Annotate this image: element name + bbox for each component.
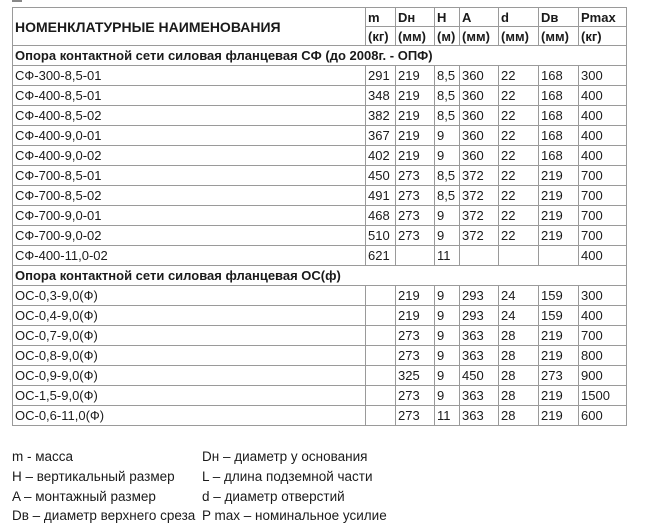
cell-a: 372 bbox=[460, 206, 499, 226]
cell-m bbox=[366, 326, 396, 346]
cell-pmax: 700 bbox=[579, 206, 627, 226]
cell-a: 293 bbox=[460, 306, 499, 326]
cell-a: 360 bbox=[460, 146, 499, 166]
cell-pmax: 1500 bbox=[579, 386, 627, 406]
cell-name: ОС-0,7-9,0(Ф) bbox=[13, 326, 366, 346]
cell-name: ОС-0,3-9,0(Ф) bbox=[13, 286, 366, 306]
legend-left: m - масса bbox=[12, 449, 74, 464]
cell-m: 382 bbox=[366, 106, 396, 126]
cell-h: 9 bbox=[435, 346, 460, 366]
legend-line bbox=[12, 449, 368, 464]
legend-right: L – длина подземной части bbox=[202, 469, 373, 484]
cell-name: СФ-700-9,0-01 bbox=[13, 206, 366, 226]
section-title: Опора контактной сети силовая фланцевая СФ (до 2008г. - ОПФ) bbox=[13, 46, 627, 66]
cell-m: 348 bbox=[366, 86, 396, 106]
cell-a: 360 bbox=[460, 126, 499, 146]
table-row bbox=[13, 126, 627, 146]
table-row bbox=[13, 306, 627, 326]
cell-dn: 273 bbox=[396, 346, 435, 366]
cell-d: 28 bbox=[499, 326, 539, 346]
cell-pmax: 300 bbox=[579, 66, 627, 86]
cell-h: 9 bbox=[435, 306, 460, 326]
cell-m: 450 bbox=[366, 166, 396, 186]
cell-dv: 168 bbox=[539, 146, 579, 166]
cell-m bbox=[366, 406, 396, 426]
cell-dn: 325 bbox=[396, 366, 435, 386]
header-col-pmax: Pmax bbox=[579, 8, 627, 27]
cell-m: 402 bbox=[366, 146, 396, 166]
table-row bbox=[13, 166, 627, 186]
table-row bbox=[13, 246, 627, 266]
cell-d: 22 bbox=[499, 186, 539, 206]
cell-dn: 219 bbox=[396, 106, 435, 126]
header-col-m: m bbox=[366, 8, 396, 27]
cell-h: 11 bbox=[435, 246, 460, 266]
legend-right: Dн – диаметр у основания bbox=[202, 449, 368, 464]
unit-m: (кг) bbox=[366, 27, 396, 46]
cell-pmax: 400 bbox=[579, 126, 627, 146]
cell-m: 291 bbox=[366, 66, 396, 86]
cell-dn: 273 bbox=[396, 166, 435, 186]
cell-dn: 273 bbox=[396, 326, 435, 346]
cell-dv: 219 bbox=[539, 226, 579, 246]
cell-name: СФ-400-9,0-01 bbox=[13, 126, 366, 146]
cell-d: 28 bbox=[499, 386, 539, 406]
cell-d: 22 bbox=[499, 86, 539, 106]
cell-dv: 159 bbox=[539, 286, 579, 306]
cell-d: 22 bbox=[499, 166, 539, 186]
cell-pmax: 700 bbox=[579, 166, 627, 186]
legend-line bbox=[12, 508, 387, 523]
cell-d: 24 bbox=[499, 286, 539, 306]
cell-name: СФ-300-8,5-01 bbox=[13, 66, 366, 86]
unit-dv: (мм) bbox=[539, 27, 579, 46]
cell-h: 9 bbox=[435, 226, 460, 246]
cell-dn: 273 bbox=[396, 206, 435, 226]
cell-dv: 219 bbox=[539, 346, 579, 366]
cell-a: 360 bbox=[460, 66, 499, 86]
cell-pmax: 800 bbox=[579, 346, 627, 366]
cell-dn: 219 bbox=[396, 66, 435, 86]
legend-line bbox=[12, 469, 373, 484]
cell-pmax: 400 bbox=[579, 306, 627, 326]
cell-a: 363 bbox=[460, 386, 499, 406]
header-row bbox=[13, 8, 627, 27]
cell-m bbox=[366, 386, 396, 406]
cell-h: 11 bbox=[435, 406, 460, 426]
cell-m bbox=[366, 306, 396, 326]
cell-h: 8,5 bbox=[435, 166, 460, 186]
cell-name: ОС-0,4-9,0(Ф) bbox=[13, 306, 366, 326]
cell-dn: 219 bbox=[396, 306, 435, 326]
cell-a: 372 bbox=[460, 226, 499, 246]
cell-name: ОС-0,6-11,0(Ф) bbox=[13, 406, 366, 426]
header-col-h: H bbox=[435, 8, 460, 27]
table-row bbox=[13, 186, 627, 206]
cell-dv: 219 bbox=[539, 166, 579, 186]
cell-pmax: 600 bbox=[579, 406, 627, 426]
unit-pmax: (кг) bbox=[579, 27, 627, 46]
cell-dv: 159 bbox=[539, 306, 579, 326]
legend-right: d – диаметр отверстий bbox=[202, 489, 345, 504]
legend-line bbox=[12, 489, 345, 504]
cell-a: 360 bbox=[460, 86, 499, 106]
cell-dn: 273 bbox=[396, 186, 435, 206]
table-row bbox=[13, 206, 627, 226]
cell-dn: 273 bbox=[396, 226, 435, 246]
header-name-cell: НОМЕНКЛАТУРНЫЕ НАИМЕНОВАНИЯ bbox=[13, 8, 366, 46]
top-fragment bbox=[12, 0, 22, 2]
table-row bbox=[13, 226, 627, 246]
cell-a: 293 bbox=[460, 286, 499, 306]
cell-name: СФ-400-9,0-02 bbox=[13, 146, 366, 166]
cell-name: ОС-0,8-9,0(Ф) bbox=[13, 346, 366, 366]
cell-m: 491 bbox=[366, 186, 396, 206]
cell-dv: 168 bbox=[539, 86, 579, 106]
cell-dn: 219 bbox=[396, 286, 435, 306]
cell-dv: 219 bbox=[539, 186, 579, 206]
table-row bbox=[13, 106, 627, 126]
cell-m: 468 bbox=[366, 206, 396, 226]
unit-a: (мм) bbox=[460, 27, 499, 46]
unit-h: (м) bbox=[435, 27, 460, 46]
cell-pmax: 700 bbox=[579, 186, 627, 206]
cell-h: 9 bbox=[435, 286, 460, 306]
cell-pmax: 300 bbox=[579, 286, 627, 306]
cell-dv: 168 bbox=[539, 106, 579, 126]
cell-dv: 168 bbox=[539, 126, 579, 146]
cell-a: 363 bbox=[460, 346, 499, 366]
cell-dv: 219 bbox=[539, 326, 579, 346]
cell-d: 28 bbox=[499, 366, 539, 386]
section-header-row bbox=[13, 266, 627, 286]
cell-m bbox=[366, 366, 396, 386]
unit-d: (мм) bbox=[499, 27, 539, 46]
header-col-d: d bbox=[499, 8, 539, 27]
table-row bbox=[13, 326, 627, 346]
section-header-row bbox=[13, 46, 627, 66]
cell-a: 363 bbox=[460, 326, 499, 346]
cell-a: 450 bbox=[460, 366, 499, 386]
cell-d: 24 bbox=[499, 306, 539, 326]
table-row bbox=[13, 346, 627, 366]
cell-dv bbox=[539, 246, 579, 266]
cell-dn: 273 bbox=[396, 386, 435, 406]
header-col-dv: Dв bbox=[539, 8, 579, 27]
cell-a: 372 bbox=[460, 186, 499, 206]
cell-h: 9 bbox=[435, 126, 460, 146]
table-row bbox=[13, 406, 627, 426]
cell-h: 9 bbox=[435, 206, 460, 226]
legend-left: Dв – диаметр верхнего среза bbox=[12, 508, 196, 523]
cell-a bbox=[460, 246, 499, 266]
specs-table bbox=[12, 7, 627, 426]
cell-d: 22 bbox=[499, 226, 539, 246]
cell-name: СФ-400-11,0-02 bbox=[13, 246, 366, 266]
cell-name: СФ-700-8,5-01 bbox=[13, 166, 366, 186]
cell-dn: 219 bbox=[396, 126, 435, 146]
cell-a: 372 bbox=[460, 166, 499, 186]
cell-d: 22 bbox=[499, 66, 539, 86]
cell-name: ОС-0,9-9,0(Ф) bbox=[13, 366, 366, 386]
table-row bbox=[13, 146, 627, 166]
cell-m: 510 bbox=[366, 226, 396, 246]
cell-dn: 219 bbox=[396, 86, 435, 106]
cell-a: 363 bbox=[460, 406, 499, 426]
cell-dv: 168 bbox=[539, 66, 579, 86]
cell-h: 8,5 bbox=[435, 66, 460, 86]
cell-name: СФ-700-8,5-02 bbox=[13, 186, 366, 206]
cell-dv: 219 bbox=[539, 406, 579, 426]
section-title: Опора контактной сети силовая фланцевая ОС(ф) bbox=[13, 266, 627, 286]
cell-pmax: 700 bbox=[579, 226, 627, 246]
legend-left: H – вертикальный размер bbox=[12, 469, 175, 484]
unit-dn: (мм) bbox=[396, 27, 435, 46]
cell-h: 8,5 bbox=[435, 106, 460, 126]
header-col-dn: Dн bbox=[396, 8, 435, 27]
header-col-a: A bbox=[460, 8, 499, 27]
cell-dn: 219 bbox=[396, 146, 435, 166]
table-row bbox=[13, 66, 627, 86]
cell-dn bbox=[396, 246, 435, 266]
legend-left: A – монтажный размер bbox=[12, 489, 156, 504]
cell-m bbox=[366, 286, 396, 306]
cell-dv: 219 bbox=[539, 206, 579, 226]
cell-name: ОС-1,5-9,0(Ф) bbox=[13, 386, 366, 406]
table-row bbox=[13, 366, 627, 386]
cell-h: 8,5 bbox=[435, 186, 460, 206]
cell-name: СФ-700-9,0-02 bbox=[13, 226, 366, 246]
cell-m bbox=[366, 346, 396, 366]
cell-dv: 219 bbox=[539, 386, 579, 406]
cell-pmax: 900 bbox=[579, 366, 627, 386]
cell-d: 22 bbox=[499, 146, 539, 166]
cell-dn: 273 bbox=[396, 406, 435, 426]
table-row bbox=[13, 386, 627, 406]
cell-d: 28 bbox=[499, 346, 539, 366]
cell-h: 8,5 bbox=[435, 86, 460, 106]
cell-d: 22 bbox=[499, 206, 539, 226]
cell-pmax: 400 bbox=[579, 246, 627, 266]
cell-pmax: 400 bbox=[579, 86, 627, 106]
cell-h: 9 bbox=[435, 386, 460, 406]
legend-right: P max – номинальное усилие bbox=[202, 508, 387, 523]
cell-dv: 273 bbox=[539, 366, 579, 386]
table-row bbox=[13, 286, 627, 306]
cell-h: 9 bbox=[435, 326, 460, 346]
cell-d: 22 bbox=[499, 126, 539, 146]
table-row bbox=[13, 86, 627, 106]
cell-m: 621 bbox=[366, 246, 396, 266]
cell-d: 28 bbox=[499, 406, 539, 426]
cell-h: 9 bbox=[435, 366, 460, 386]
cell-a: 360 bbox=[460, 106, 499, 126]
cell-name: СФ-400-8,5-02 bbox=[13, 106, 366, 126]
cell-name: СФ-400-8,5-01 bbox=[13, 86, 366, 106]
cell-d: 22 bbox=[499, 106, 539, 126]
cell-d bbox=[499, 246, 539, 266]
cell-pmax: 400 bbox=[579, 106, 627, 126]
cell-pmax: 400 bbox=[579, 146, 627, 166]
cell-h: 9 bbox=[435, 146, 460, 166]
cell-m: 367 bbox=[366, 126, 396, 146]
cell-pmax: 700 bbox=[579, 326, 627, 346]
